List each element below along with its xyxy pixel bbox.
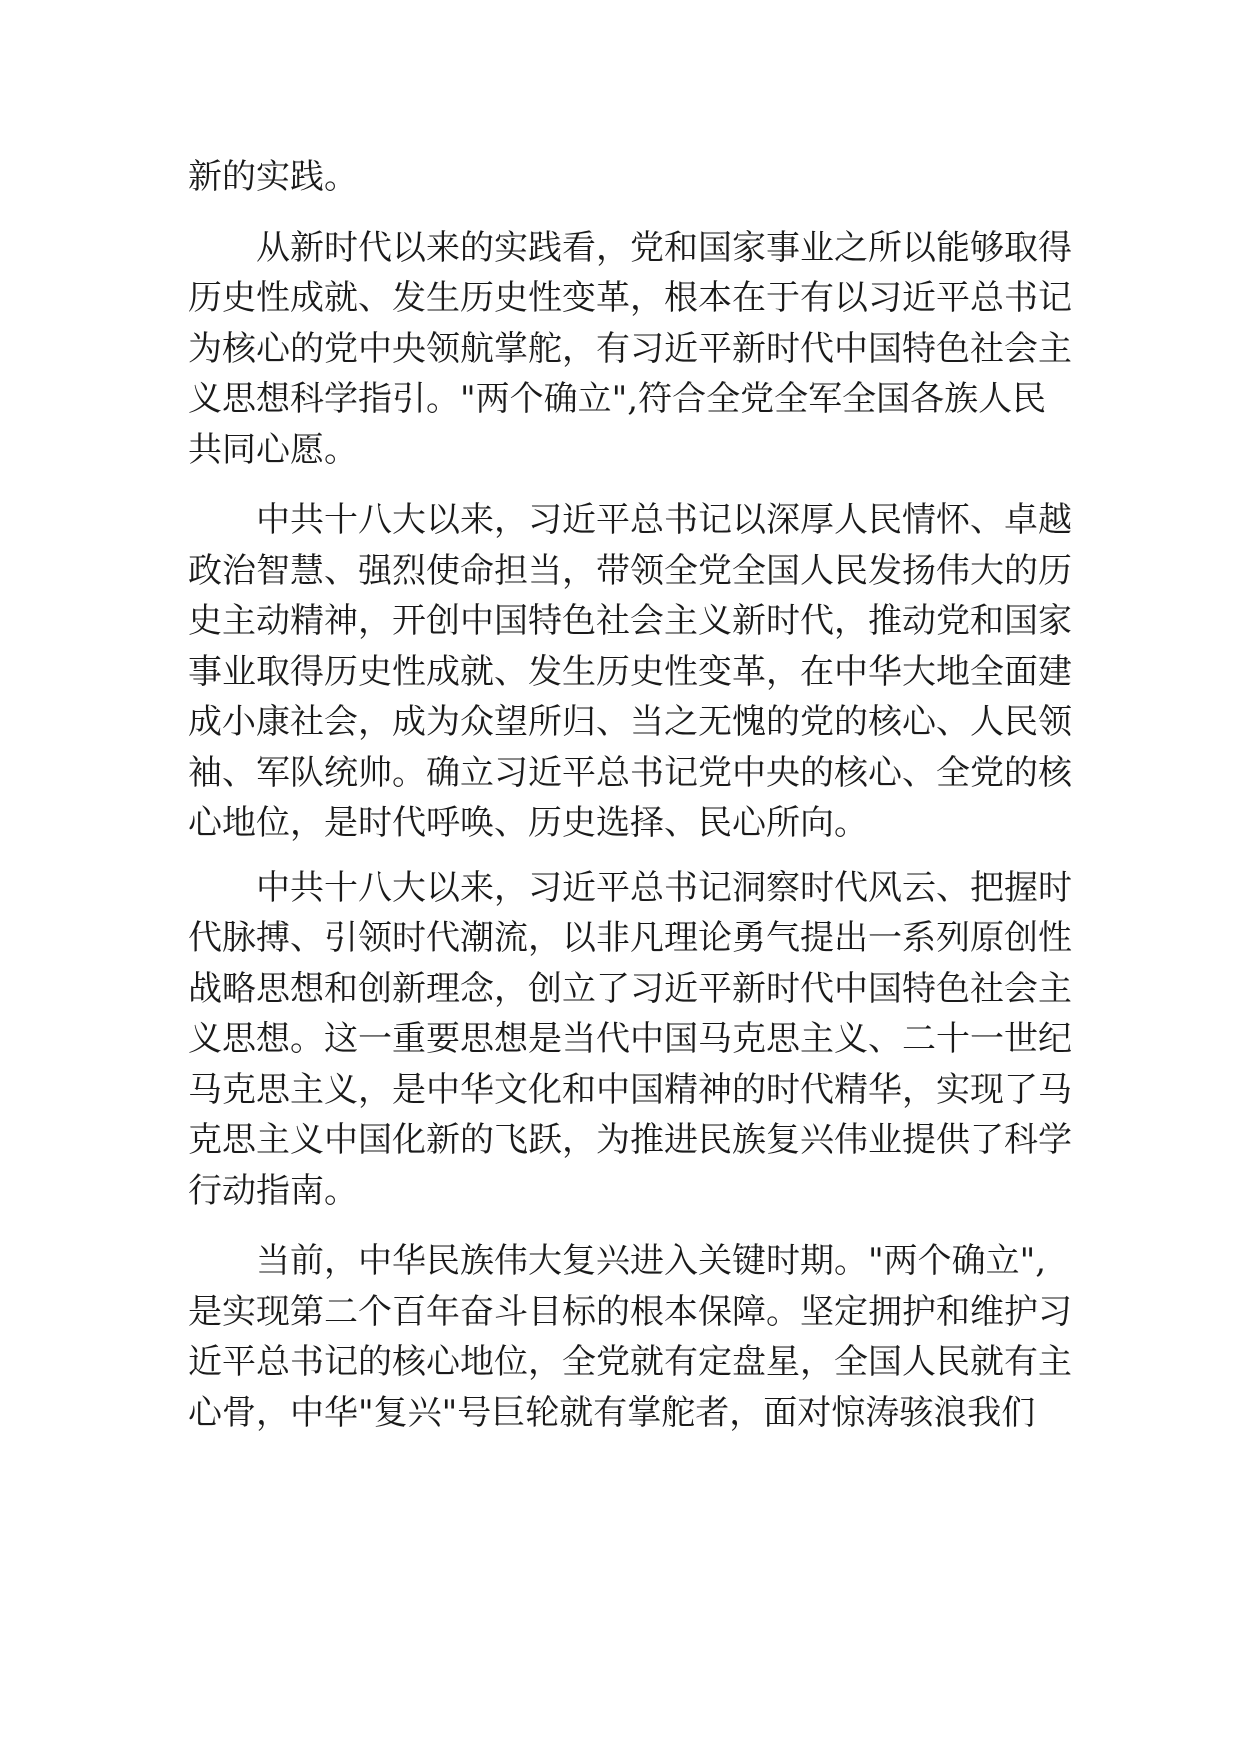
text-line: 战略思想和创新理念，创立了习近平新时代中国特色社会主 bbox=[188, 968, 1072, 1009]
text-line: 从新时代以来的实践看，党和国家事业之所以能够取得 bbox=[256, 227, 1072, 268]
text-line: 心骨，中华"复兴"号巨轮就有掌舵者，面对惊涛骇浪我们 bbox=[188, 1392, 1036, 1433]
paragraph-3 bbox=[188, 495, 1072, 849]
text-line: 史主动精神，开创中国特色社会主义新时代，推动党和国家 bbox=[188, 601, 1072, 641]
text-line: 克思主义中国化新的飞跃，为推进民族复兴伟业提供了科学 bbox=[188, 1120, 1072, 1160]
text-line: 是实现第二个百年奋斗目标的根本保障。坚定拥护和维护习 bbox=[188, 1291, 1072, 1332]
text-line: 近平总书记的核心地位，全党就有定盘星，全国人民就有主 bbox=[188, 1342, 1072, 1382]
paragraph-2 bbox=[188, 223, 1072, 476]
text-line: 中共十八大以来，习近平总书记洞察时代风云、把握时 bbox=[256, 867, 1072, 908]
paragraph-4 bbox=[188, 863, 1072, 1217]
text-line: 事业取得历史性成就、发生历史性变革，在中华大地全面建 bbox=[188, 651, 1072, 692]
text-line: 政治智慧、强烈使命担当，带领全党全国人民发扬伟大的历 bbox=[188, 550, 1072, 591]
text-line: 成小康社会，成为众望所归、当之无愧的党的核心、人民领 bbox=[188, 702, 1072, 742]
text-line: 心地位，是时代呼唤、历史选择、民心所向。 bbox=[188, 803, 868, 843]
paragraph-5 bbox=[188, 1236, 1072, 1438]
text-line: 共同心愿。 bbox=[188, 429, 358, 470]
text-line: 历史性成就、发生历史性变革，根本在于有以习近平总书记 bbox=[188, 278, 1072, 318]
text-line: 为核心的党中央领航掌舵，有习近平新时代中国特色社会主 bbox=[188, 328, 1072, 369]
text-line: 义思想。这一重要思想是当代中国马克思主义、二十一世纪 bbox=[188, 1019, 1072, 1059]
text-line: 中共十八大以来，习近平总书记以深厚人民情怀、卓越 bbox=[256, 500, 1072, 540]
body-text bbox=[188, 152, 1072, 1438]
text-line: 新的实践。 bbox=[188, 157, 358, 197]
text-line: 当前，中华民族伟大复兴进入关键时期。"两个确立", bbox=[256, 1241, 1047, 1281]
text-line: 行动指南。 bbox=[188, 1170, 358, 1211]
text-line: 马克思主义，是中华文化和中国精神的时代精华，实现了马 bbox=[188, 1069, 1072, 1110]
text-line: 义思想科学指引。"两个确立",符合全党全军全国各族人民 bbox=[188, 379, 1047, 419]
paragraph-1 bbox=[188, 152, 1063, 203]
text-line: 代脉搏、引领时代潮流，以非凡理论勇气提出一系列原创性 bbox=[188, 918, 1072, 958]
text-line: 袖、军队统帅。确立习近平总书记党中央的核心、全党的核 bbox=[188, 752, 1072, 793]
